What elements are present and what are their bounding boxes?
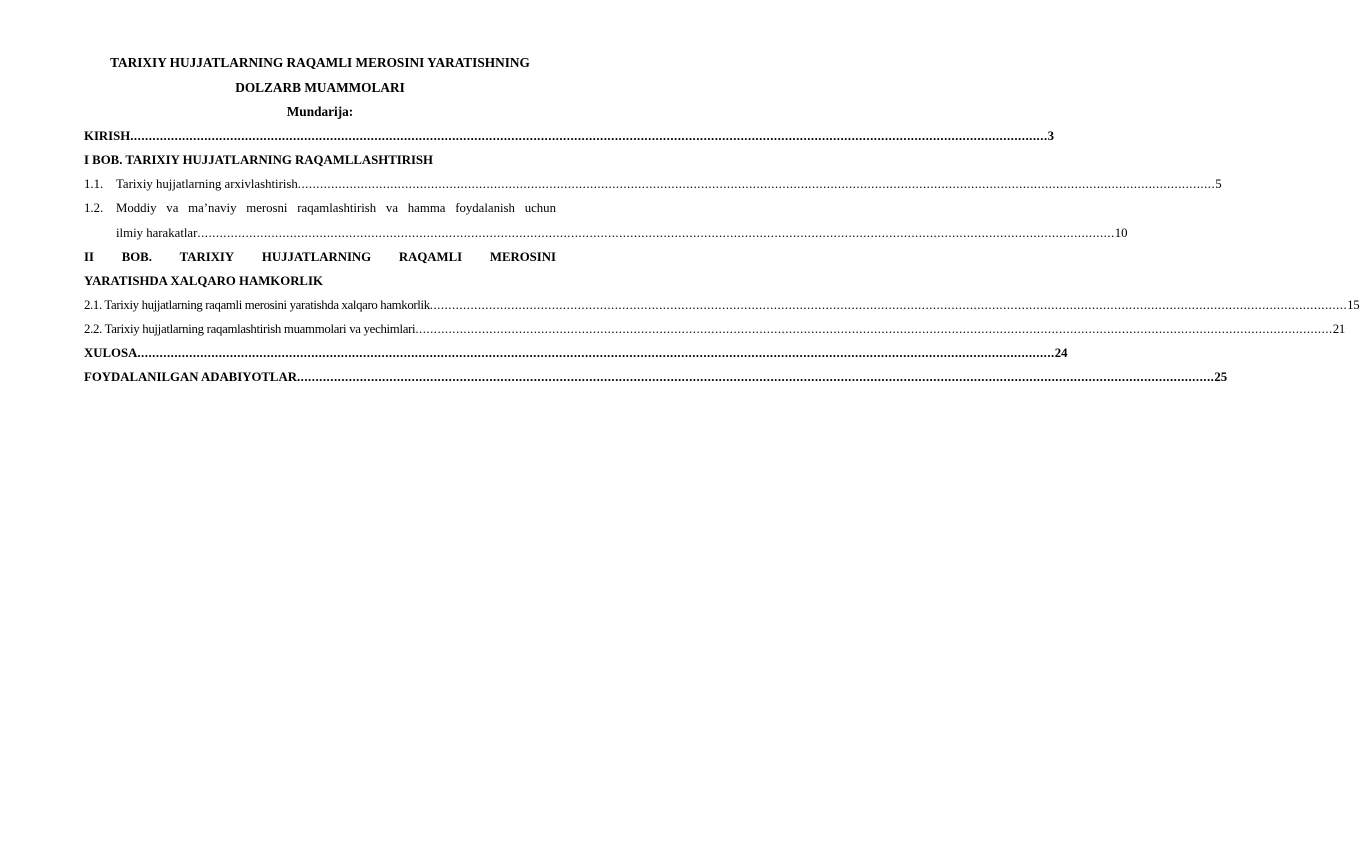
toc-entry-xulosa[interactable] [84,345,1068,361]
toc-entry-label: Tarixiy hujjatlarning arxivlashtirish [116,177,298,191]
word: RAQAMLI [398,250,463,264]
toc-entry-1-2-continued[interactable] [116,225,1128,241]
toc-entry-number: 1.1. [84,177,104,191]
toc-page-number: 10 [1114,226,1128,240]
toc-entry-kirish[interactable] [84,128,1055,144]
toc-page-number: 25 [1214,370,1228,384]
toc-entry-label: FOYDALANILGAN ADABIYOTLAR [84,370,297,384]
toc-entry-1-1[interactable] [84,176,1222,192]
toc-entry-label: XULOSA [84,346,138,360]
toc-entry-label: KIRISH [84,129,131,143]
document-title-line1: TARIXIY HUJJATLARNING RAQAMLI MEROSINI YARATISHNING [110,55,530,70]
toc-entry-label: 2.2. Tarixiy hujjatlarning raqamlashtirish muammolari va yechimlari [84,322,416,336]
word: va [166,201,179,215]
toc-page-number: 5 [1215,177,1222,191]
word: HUJJATLARNING [261,250,372,264]
word: raqamlashtirish [297,201,377,215]
toc-entry-number: 1.2. [84,201,104,215]
toc-entry-adabiyotlar[interactable] [84,369,1228,385]
toc-page-number: 3 [1047,129,1055,143]
word: TARIXIY [179,250,235,264]
word: hamma [407,201,446,215]
word: BOB. [121,250,152,264]
word: ma’naviy [188,201,237,215]
toc-leader [197,225,1114,241]
toc-page-number: 21 [1332,322,1345,336]
toc-entry-label: 2.1. Tarixiy hujjatlarning raqamli merosini yaratishda xalqaro hamkorlik [84,298,430,312]
toc-entry-2-2[interactable] [84,321,1345,337]
word: va [385,201,399,215]
toc-chapter-1[interactable]: I BOB. TARIXIY HUJJATLARNING RAQAMLLASHTIRISH [84,153,434,167]
toc-leader [298,176,1215,192]
word: uchun [524,201,556,215]
toc-leader [297,369,1214,385]
toc-page-number: 15 [1347,298,1359,312]
toc-leader [415,321,1332,337]
toc-entry-2-1[interactable] [84,297,1359,313]
toc-chapter-2-line1[interactable] [84,249,556,265]
toc-entry-1-2[interactable] [84,200,556,216]
contents-heading: Mundarija: [286,104,354,119]
word: merosni [246,201,288,215]
document-title-line2: DOLZARB MUAMMOLARI [235,80,405,95]
toc-entry-label-line2: ilmiy harakatlar [116,226,198,240]
toc-page-number: 24 [1054,346,1068,360]
word: MEROSINI [489,250,556,264]
word: II [84,250,94,264]
word: Moddiy [116,201,157,215]
toc-leader [130,128,1047,144]
word: foydalanish [455,201,515,215]
toc-entry-label-line1 [116,200,556,216]
toc-leader [137,345,1054,361]
toc-leader [430,297,1347,313]
toc-chapter-2-line2[interactable]: YARATISHDA XALQARO HAMKORLIK [84,274,323,288]
